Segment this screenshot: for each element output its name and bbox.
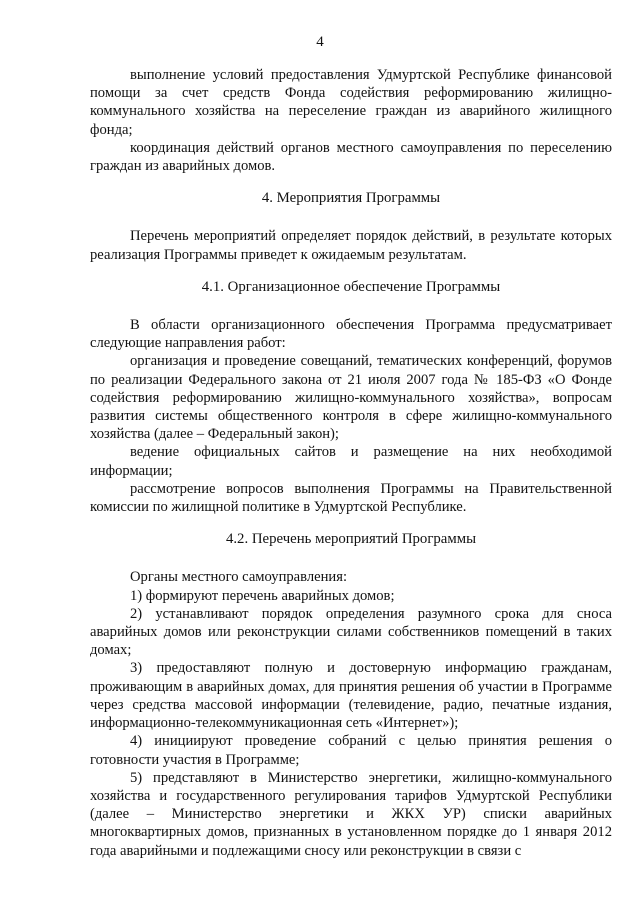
paragraph-coordination: координация действий органов местного самоуправления по переселению граждан из аварийных домов.: [90, 139, 612, 175]
paragraph-local-authorities: Органы местного самоуправления:: [130, 569, 348, 586]
list-item-2: 2) устанавливают порядок определения разумного срока для сноса аварийных домов или реконструкции силами собственников помещений в таких домах;: [90, 605, 612, 659]
list-item-3: 3) предоставляют полную и достоверную информацию гражданам, проживающим в аварийных домах, для принятия решения об участии в Программе через средства массовой информации (телевидение, радио, печатные издания, информационно-телекоммуникационная сеть «Интернет»);: [90, 660, 612, 732]
list-item-1: 1) формируют перечень аварийных домов;: [130, 587, 395, 604]
section-heading-program-measures: 4. Мероприятия Программы: [261, 190, 441, 207]
subsection-heading-organizational-support: 4.1. Организационное обеспечение Программы: [201, 278, 501, 295]
document-body: [90, 66, 612, 860]
paragraph-government-commission: рассмотрение вопросов выполнения Программы на Правительственной комиссии по жилищной политике в Удмуртской Республике.: [90, 480, 612, 516]
list-item-5: 5) представляют в Министерство энергетики, жилищно-коммунального хозяйства и государственного регулирования тарифов Удмуртской Республики (далее – Министерство энергетики и ЖКХ УР) списки аварийных многоквартирных домов, признанных в установленном порядке до 1 января 2012 года аварийными и подлежащими сносу или реконструкции в связи с: [90, 769, 612, 859]
page-number: 4: [316, 34, 324, 50]
paragraph-financial-assistance: выполнение условий предоставления Удмуртской Республике финансовой помощи за счет средств Фонда содействия реформированию жилищно-коммунального хозяйства на переселение граждан из аварийного жилищного фонда;: [90, 67, 612, 138]
paragraph-meetings-conferences: организация и проведение совещаний, тематических конференций, форумов по реализации Федерального закона от 21 июля 2007 года № 185-ФЗ «О Фонде содействия реформированию жилищно-коммунального хозяйства», вопросам развития системы общественного контроля в сфере жилищно-коммунального хозяйства (далее – Федеральный закон);: [90, 353, 612, 443]
paragraph-official-websites: ведение официальных сайтов и размещение на них необходимой информации;: [90, 444, 612, 479]
paragraph-organizational-directions: В области организационного обеспечения Программа предусматривает следующие направления работ:: [90, 317, 612, 352]
list-item-4: 4) инициируют проведение собраний с целью принятия решения о готовности участия в Программе;: [90, 733, 612, 768]
subsection-heading-measures-list: 4.2. Перечень мероприятий Программы: [225, 531, 477, 548]
paragraph-measures-list-intro: Перечень мероприятий определяет порядок действий, в результате которых реализация Программы приведет к ожидаемым результатам.: [90, 228, 612, 263]
